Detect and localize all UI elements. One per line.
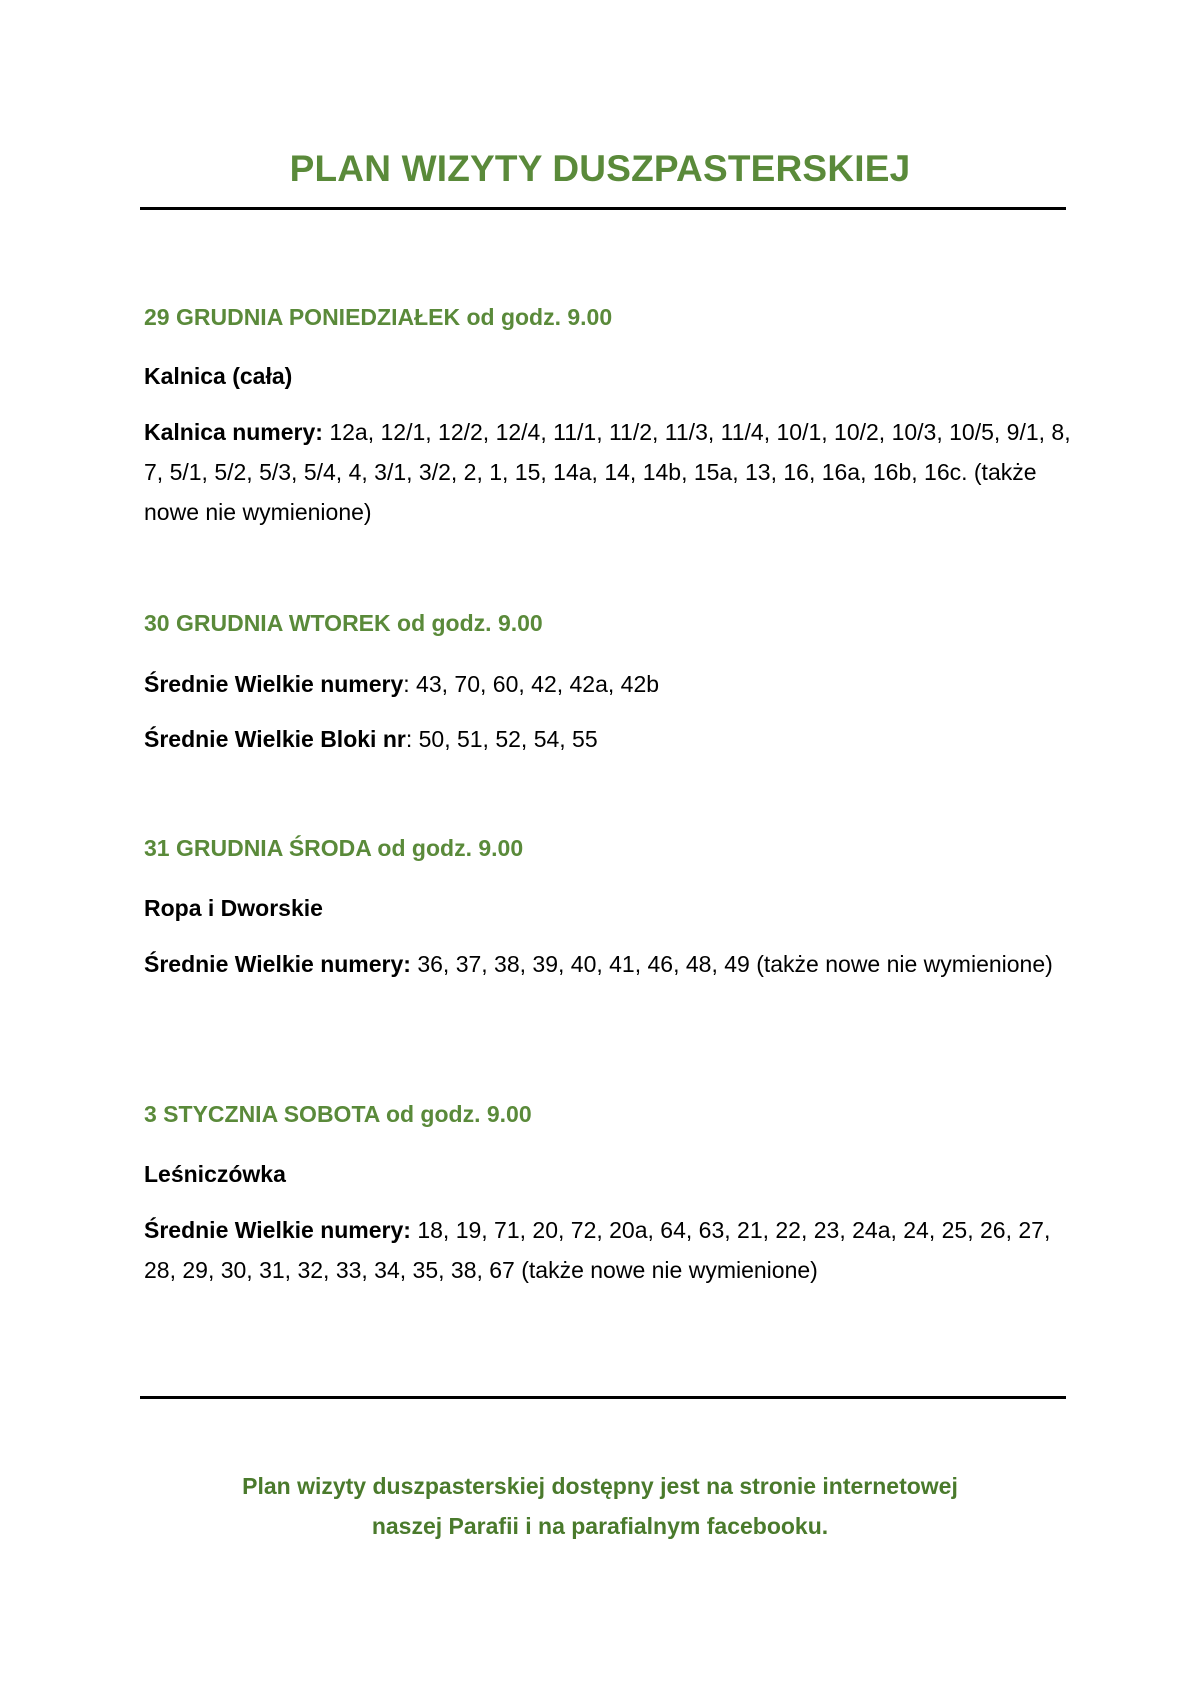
- day-1-line-1: [144, 356, 1074, 396]
- day-heading-1: 29 GRUDNIA PONIEDZIAŁEK od godz. 9.00: [144, 304, 613, 330]
- day-4-line-1: [144, 1154, 1074, 1194]
- day-2-line-2: [144, 719, 1074, 759]
- day-4-line-2: [144, 1210, 1074, 1290]
- location-label: Kalnica numery:: [144, 419, 323, 445]
- footer-line-2: naszej Parafii i na parafialnym facebooku.: [371, 1513, 829, 1539]
- location-label: Leśniczówka: [144, 1161, 286, 1187]
- location-label: Kalnica (cała): [144, 363, 293, 389]
- location-label: Średnie Wielkie numery: [144, 671, 404, 697]
- day-3-line-1: [144, 888, 1074, 928]
- footer-line-1: Plan wizyty duszpasterskiej dostępny jest na stronie internetowej: [242, 1473, 958, 1499]
- day-heading-2: 30 GRUDNIA WTOREK od godz. 9.00: [144, 610, 543, 636]
- house-numbers: : 43, 70, 60, 42, 42a, 42b: [403, 671, 660, 697]
- page-title: PLAN WIZYTY DUSZPASTERSKIEJ: [289, 148, 911, 189]
- house-numbers: 36, 37, 38, 39, 40, 41, 46, 48, 49 (także nowe nie wymienione): [410, 951, 1053, 977]
- location-label: Ropa i Dworskie: [144, 895, 323, 921]
- house-numbers: 12a, 12/1, 12/2, 12/4, 11/1, 11/2, 11/3, 11/4, 10/1, 10/2, 10/3, 10/5, 9/1, 8, 7, 5/1, 5/2, 5/3, 5/4, 4, 3/1, 3/2, 2, 1, 15, 14a, 14, 14b, 15a, 13, 16, 16a, 16b, 16c. (także nowe nie wymienione): [144, 419, 1071, 525]
- day-3-line-2: [144, 944, 1074, 984]
- footer-note: [0, 1466, 1200, 1546]
- day-heading-3: 31 GRUDNIA ŚRODA od godz. 9.00: [144, 835, 524, 861]
- location-label: Średnie Wielkie numery:: [144, 1217, 411, 1243]
- location-label: Średnie Wielkie numery:: [144, 951, 411, 977]
- day-1-line-2: [144, 412, 1074, 532]
- day-heading-4: 3 STYCZNIA SOBOTA od godz. 9.00: [144, 1101, 532, 1127]
- day-2-line-1: [144, 664, 1074, 704]
- house-numbers: : 50, 51, 52, 54, 55: [405, 726, 598, 752]
- top-divider: [140, 207, 1066, 210]
- house-numbers: 18, 19, 71, 20, 72, 20a, 64, 63, 21, 22, 23, 24a, 24, 25, 26, 27, 28, 29, 30, 31, 32, 33, 34, 35, 38, 67 (także nowe nie wymienione): [144, 1217, 1051, 1283]
- bottom-divider: [140, 1396, 1066, 1399]
- location-label: Średnie Wielkie Bloki nr: [144, 726, 406, 752]
